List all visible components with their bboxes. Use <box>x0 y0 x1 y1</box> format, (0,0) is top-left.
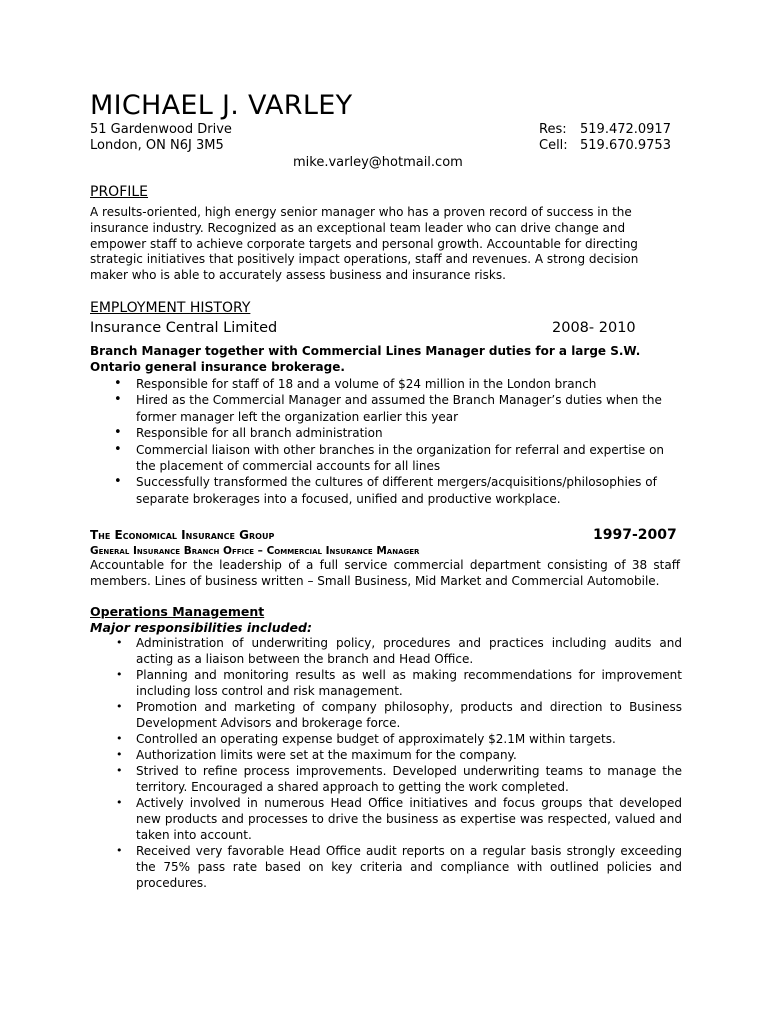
profile-text: A results-oriented, high energy senior manager who has a proven record of success in the insurance industry. Recognized as an exceptional team leader who can drive change and empower staff to achieve corporate targets and personal growth. Accountable for directing strategic initiatives that positively impact operations, staff and revenues. A strong decision maker who is able to accurately assess business and insurance risks. <box>90 205 639 283</box>
bullet-icon: • <box>114 474 122 490</box>
address-line-1: 51 Gardenwood Drive <box>90 122 232 137</box>
candidate-name: MICHAEL J. VARLEY <box>90 90 353 121</box>
job2-bullet-list <box>90 635 682 891</box>
list-item: • Received very favorable Head Office audit reports on a regular basis strongly exceeding the 75% pass rate based on key criteria and compliance with outlined policies and procedures. <box>116 844 682 890</box>
list-item: • Promotion and marketing of company philosophy, products and direction to Business Development Advisors and brokerage force. <box>116 700 682 730</box>
bullet-icon: • <box>114 441 122 457</box>
job2-dates: 1997-2007 <box>593 527 677 543</box>
job2-title: General Insurance Branch Office – Commercial Insurance Manager <box>90 545 420 557</box>
job1-dates: 2008- 2010 <box>552 320 636 336</box>
major-responsibilities-heading: Major responsibilities included: <box>90 620 312 635</box>
res-phone: 519.472.0917 <box>580 122 671 137</box>
bullet-icon: • <box>116 700 123 713</box>
job1-title: Branch Manager together with Commercial Lines Manager duties for a large S.W. Ontario general insurance brokerage. <box>90 344 641 374</box>
list-item: • Responsible for staff of 18 and a volume of $24 million in the London branch <box>114 376 597 391</box>
bullet-icon: • <box>114 425 122 441</box>
bullet-icon: • <box>114 392 122 408</box>
list-item: • Strived to refine process improvements. Developed underwriting teams to manage the territory. Encouraged a shared approach to getting the work completed. <box>116 764 682 794</box>
list-item: • Responsible for all branch administration <box>114 425 383 441</box>
bullet-icon: • <box>116 636 123 649</box>
list-item: • Controlled an operating expense budget of approximately $2.1M within targets. <box>116 732 616 746</box>
list-item: • Planning and monitoring results as well as making recommendations for improvement including loss control and risk management. <box>116 668 682 698</box>
list-item: • Commercial liaison with other branches in the organization for referral and expertise on the placement of commercial accounts for all lines <box>114 441 665 474</box>
address-line-2: London, ON N6J 3M5 <box>90 138 224 153</box>
list-item: • Authorization limits were set at the maximum for the company. <box>116 748 517 762</box>
list-item: • Hired as the Commercial Manager and assumed the Branch Manager’s duties when the former manager left the organization earlier this year <box>114 392 662 424</box>
email-address: mike.varley@hotmail.com <box>293 155 463 170</box>
cell-phone-label: Cell: <box>539 138 568 153</box>
list-item: • Administration of underwriting policy, procedures and practices including audits and acting as a liaison between the branch and Head Office. <box>116 636 682 666</box>
bullet-icon: • <box>114 376 122 391</box>
job1-company: Insurance Central Limited <box>90 320 278 336</box>
profile-heading: PROFILE <box>90 184 149 200</box>
job1-bullet-list <box>90 376 682 507</box>
operations-heading: Operations Management <box>90 604 265 619</box>
res-phone-label: Res: <box>539 122 567 137</box>
bullet-icon: • <box>116 796 123 809</box>
bullet-icon: • <box>116 764 123 777</box>
job2-company: The Economical Insurance Group <box>90 528 275 542</box>
list-item: • Successfully transformed the cultures of different mergers/acquisitions/philosophies of separate brokerages into a focused, unified and productive workplace. <box>114 474 657 506</box>
cell-phone: 519.670.9753 <box>580 138 671 153</box>
bullet-icon: • <box>116 748 123 761</box>
list-item: • Actively involved in numerous Head Office initiatives and focus groups that developed new products and processes to drive the business as expertise was respected, valued and taken into account. <box>116 796 682 842</box>
employment-heading: EMPLOYMENT HISTORY <box>90 300 251 316</box>
bullet-icon: • <box>116 668 123 681</box>
bullet-icon: • <box>116 844 123 857</box>
bullet-icon: • <box>116 732 123 745</box>
job2-summary: Accountable for the leadership of a full service commercial department consisting of 38 staff members. Lines of business written – Small Business, Mid Market and Commercial Automobile. <box>90 558 680 588</box>
